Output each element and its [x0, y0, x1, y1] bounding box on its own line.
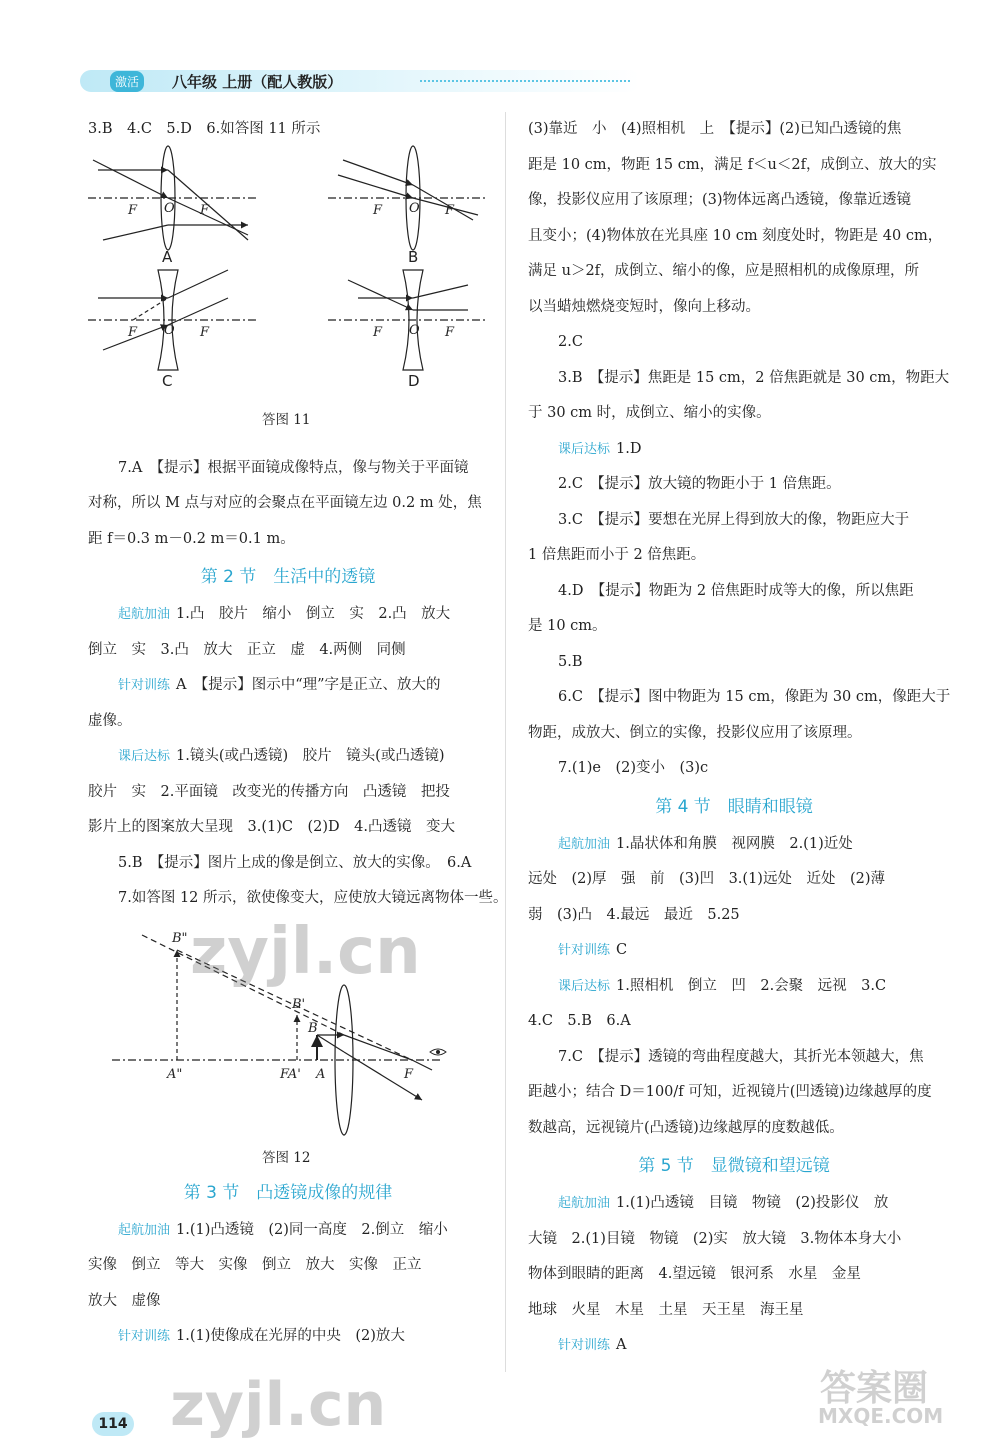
answer-line: [88, 739, 488, 775]
section-heading: 第 4 节 眼睛和眼镜: [655, 796, 813, 817]
point-label: A": [167, 1067, 183, 1082]
answer-text: 1.(1)凸透镜 (2)同一高度 2.倒立 缩小: [176, 1221, 448, 1238]
answer-text: A: [616, 1337, 627, 1353]
focus-label: F: [445, 203, 455, 218]
answer-line: 4.D 【提示】物距为 2 倍焦距时成等大的像，所以焦距: [558, 582, 914, 599]
answer-text: 1.镜头(或凸透镜) 胶片 镜头(或凸透镜): [176, 748, 445, 764]
answer-text: 1.凸 胶片 缩小 倒立 实 2.凸 放大: [176, 606, 451, 622]
subfigure-label: D: [408, 372, 420, 390]
answer-line: 7.C 【提示】透镜的弯曲程度越大，其折光本领越大，焦: [558, 1048, 924, 1065]
answer-line: 1 倍焦距而小于 2 倍焦距。: [528, 547, 706, 563]
answer-text: 1.(1)使像成在光屏的中央 (2)放大: [176, 1328, 405, 1344]
focus-label: F: [128, 203, 138, 218]
center-label: O: [409, 323, 420, 338]
answer-line: 距是 10 cm，物距 15 cm，满足 f＜u＜2f，成倒立、放大的实: [528, 156, 937, 173]
subfigure-label: A: [162, 248, 173, 266]
answer-line: [88, 668, 488, 704]
answer-line: 7.(1)e (2)变小 (3)c: [558, 760, 709, 776]
answer-line: [528, 827, 940, 863]
answer-line: [528, 1328, 940, 1364]
answer-line: [528, 933, 940, 969]
answer-text: C: [616, 942, 628, 958]
watermark: MXQE.COM: [818, 1404, 944, 1428]
section-label: 课后达标: [118, 749, 171, 764]
point-label: FA': [280, 1067, 301, 1082]
answer-line: 5.B 【提示】图片上成的像是倒立、放大的实像。 6.A: [118, 854, 472, 871]
page-number: 114: [92, 1412, 134, 1436]
column-divider: [505, 112, 506, 1372]
answer-line: 以当蜡烛燃烧变短时，像向上移动。: [528, 298, 760, 315]
focus-label: F: [373, 203, 383, 218]
answer-line: 对称，所以 M 点与对应的会聚点在平面镜左边 0.2 m 处，焦: [88, 495, 482, 511]
answer-line: 胶片 实 2.平面镜 改变光的传播方向 凸透镜 把投: [88, 783, 450, 800]
answer-line: 7.如答图 12 所示，欲使像变大，应使放大镜远离物体一些。: [118, 890, 508, 906]
section-label: 起航加油: [118, 1222, 171, 1238]
focus-label: F: [445, 325, 455, 340]
center-label: O: [164, 201, 175, 216]
section-label: 针对训练: [118, 678, 171, 693]
answer-line: 像，投影仪应用了该原理；(3)物体远离凸透镜，像靠近透镜: [528, 192, 912, 208]
answer-line: [88, 1213, 488, 1249]
answer-line: 3.B 【提示】焦距是 15 cm，2 倍焦距就是 30 cm，物距大: [558, 369, 950, 386]
answer-line: 倒立 实 3.凸 放大 正立 虚 4.两侧 同侧: [88, 641, 406, 658]
answer-line: 2.C: [558, 334, 583, 350]
answer-line: 物体到眼睛的距离 4.望远镜 银河系 水星 金星: [528, 1266, 861, 1282]
answer-line: 距越小；结合 D＝100/f 可知，近视镜片(凹透镜)边缘越厚的度: [528, 1084, 932, 1100]
answer-line: 数越高，远视镜片(凸透镜)边缘越厚的度数越低。: [528, 1119, 844, 1136]
center-label: O: [164, 323, 175, 338]
answer-line: [88, 1319, 488, 1355]
answer-line: 3.C 【提示】要想在光屏上得到放大的像，物距应大于: [558, 511, 910, 528]
answer-line: 是 10 cm。: [528, 618, 607, 634]
point-label: B: [308, 1021, 318, 1036]
answer-line: 弱 (3)凸 4.最远 最近 5.25: [528, 906, 740, 923]
section-label: 起航加油: [558, 1196, 611, 1211]
watermark: zyjl.cn: [190, 915, 421, 989]
answer-text: A 【提示】图示中“理”字是正立、放大的: [176, 677, 441, 693]
answer-line: [528, 1186, 940, 1222]
section-label: 针对训练: [118, 1329, 171, 1344]
answer-line: 地球 火星 木星 土星 天王星 海王星: [528, 1301, 804, 1318]
focus-label: F: [373, 325, 383, 340]
answer-line: 2.C 【提示】放大镜的物距小于 1 倍焦距。: [558, 476, 841, 492]
answer-line: 3.B 4.C 5.D 6.如答图 11 所示: [88, 121, 321, 137]
answer-line: 距 f＝0.3 m－0.2 m＝0.1 m。: [88, 530, 295, 547]
watermark: 答案圈: [820, 1368, 929, 1409]
answer-line: 物距，成放大、倒立的实像，投影仪应用了该原理。: [528, 724, 862, 741]
answer-line: 5.B: [558, 653, 583, 670]
focus-label: F: [128, 325, 138, 340]
section-heading: 第 3 节 凸透镜成像的规律: [183, 1182, 393, 1203]
answer-line: 实像 倒立 等大 实像 倒立 放大 实像 正立: [88, 1257, 422, 1273]
answer-line: 远处 (2)厚 强 前 (3)凹 3.(1)远处 近处 (2)薄: [528, 871, 885, 887]
answer-text: 1.D: [616, 440, 642, 457]
subfigure-label: B: [408, 248, 419, 266]
subfigure-label: C: [162, 372, 173, 390]
focus-label: F: [200, 325, 210, 340]
answer-line: [88, 597, 488, 633]
answer-line: [528, 432, 940, 468]
watermark: zyjl.cn: [170, 1370, 387, 1440]
figure-caption: 答图 12: [262, 1150, 311, 1166]
section-label: 起航加油: [558, 836, 611, 852]
answer-line: 且变小；(4)物体放在光具座 10 cm 刻度处时，物距是 40 cm，: [528, 227, 943, 244]
header-tag: 激活: [110, 71, 144, 92]
answer-line: 影片上的图案放大呈现 3.(1)C (2)D 4.凸透镜 变大: [88, 819, 455, 835]
answer-line: 6.C 【提示】图中物距为 15 cm，像距为 30 cm，像距大于: [558, 689, 951, 705]
header-dotted-line: [420, 80, 630, 82]
figure-caption: 答图 11: [262, 412, 311, 428]
point-label: F: [404, 1067, 414, 1082]
answer-text: 1.(1)凸透镜 目镜 物镜 (2)投影仪 放: [616, 1195, 889, 1211]
answer-line: (3)靠近 小 (4)照相机 上 【提示】(2)已知凸透镜的焦: [528, 121, 902, 137]
section-heading: 第 2 节 生活中的透镜: [200, 567, 376, 587]
lens-diagram-11: [88, 140, 488, 430]
section-label: 起航加油: [118, 607, 171, 622]
answer-text: 1.晶状体和角膜 视网膜 2.(1)近处: [616, 835, 853, 852]
right-column: [528, 112, 951, 1364]
running-header: [60, 62, 650, 100]
point-label: A: [316, 1067, 326, 1082]
center-label: O: [409, 201, 420, 216]
answer-line: 满足 u＞2f，成倒立、缩小的像，应是照相机的成像原理，所: [528, 263, 920, 279]
answer-line: 大镜 2.(1)目镜 物镜 (2)实 放大镜 3.物体本身大小: [528, 1230, 902, 1247]
answer-line: [528, 969, 940, 1005]
section-label: 针对训练: [558, 1338, 611, 1353]
section-heading: 第 5 节 显微镜和望远镜: [638, 1156, 830, 1176]
answer-line: 7.A 【提示】根据平面镜成像特点，像与物关于平面镜: [118, 459, 469, 476]
answer-line: 虚像。: [88, 712, 132, 729]
point-label: B': [292, 997, 306, 1012]
answer-text: 1.照相机 倒立 凹 2.会聚 远视 3.C: [616, 977, 887, 994]
answer-line: 于 30 cm 时，成倒立、缩小的实像。: [528, 405, 771, 421]
section-label: 课后达标: [558, 441, 611, 457]
point-label: B": [172, 931, 188, 946]
header-title: 八年级 上册（配人教版）: [172, 73, 343, 91]
section-label: 课后达标: [558, 978, 611, 994]
answer-line: 4.C 5.B 6.A: [528, 1013, 631, 1029]
focus-label: F: [200, 203, 210, 218]
section-label: 针对训练: [558, 943, 611, 958]
answer-line: 放大 虚像: [88, 1292, 161, 1309]
eye-pupil: [436, 1050, 440, 1054]
